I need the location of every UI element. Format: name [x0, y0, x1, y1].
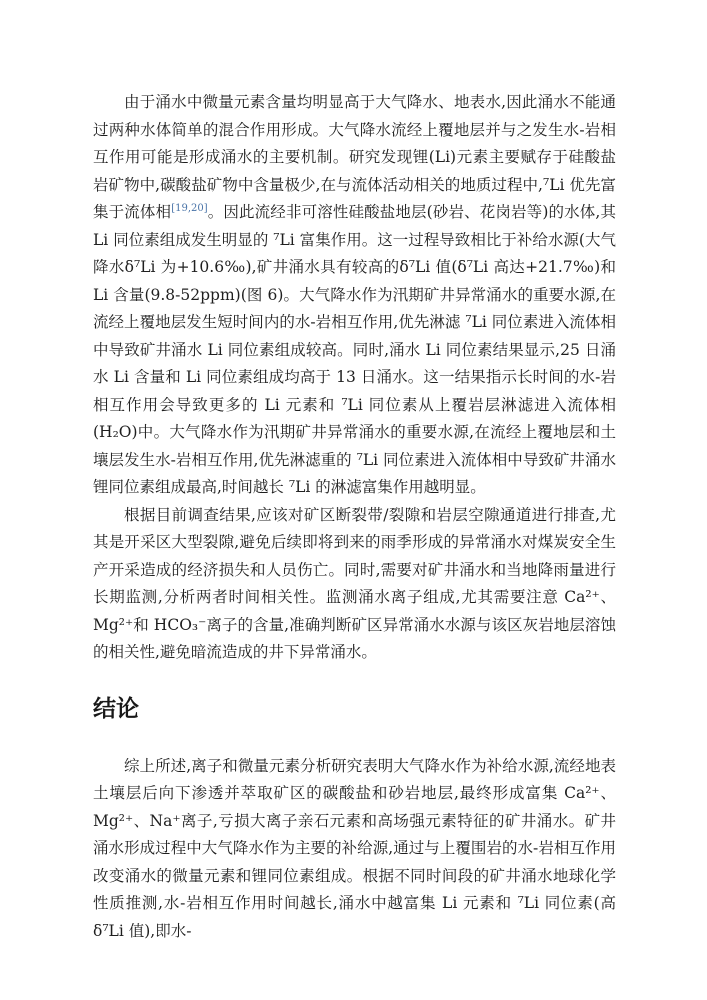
paragraph-text-after-citation: 。因此流经非可溶性硅酸盐地层(砂岩、花岗岩等)的水体,其 Li 同位素组成发生明显的 ⁷Li 富集作用。这一过程导致相比于补给水源(大气降水δ⁷Li 为+10.6‰),矿井涌水具有较高的δ⁷Li 值(δ⁷Li 高达+21.7‰)和 Li 含量(9.8-52ppm)(图 6)。大气降水作为汛期矿井异常涌水的重要水源,在流经上覆地层发生短时间内的水-岩相互作用,优先淋滤 ⁷Li 同位素进入流体相中导致矿井涌水 Li 同位素组成较高。同时,涌水 Li 同位素结果显示,25 日涌水 Li 含量和 Li 同位素组成均高于 13 日涌水。这一结果指示长时间的水-岩相互作用会导致更多的 Li 元素和 ⁷Li 同位素从上覆岩层淋滤进入流体相(H₂O)中。大气降水作为汛期矿井异常涌水的重要水源,在流经上覆地层和土壤层发生水-岩相互作用,优先淋滤重的 ⁷Li 同位素进入流体相中导致矿井涌水锂同位素组成最高,时间越长 ⁷Li 的淋滤富集作用越明显。: [93, 203, 616, 496]
page-content: [93, 89, 616, 945]
paragraph-text-before-citation: 由于涌水中微量元素含量均明显高于大气降水、地表水,因此涌水不能通过两种水体简单的混合作用形成。大气降水流经上覆地层并与之发生水-岩相互作用可能是形成涌水的主要机制。研究发现锂(Li)元素主要赋存于硅酸盐岩矿物中,碳酸盐矿物中含量极少,在与流体活动相关的地质过程中,⁷Li 优先富集于流体相: [93, 93, 616, 221]
section-heading-conclusion: 结论: [93, 695, 139, 722]
citation-reference-link[interactable]: [19,20]: [171, 202, 208, 214]
paragraph-discussion-2: 根据目前调查结果,应该对矿区断裂带/裂隙和岩层空隙通道进行排查,尤其是开采区大型裂隙,避免后续即将到来的雨季形成的异常涌水对煤炭安全生产开采造成的经济损失和人员伤亡。同时,需要对矿井涌水和当地降雨量进行长期监测,分析两者时间相关性。监测涌水离子组成,尤其需要注意 Ca²⁺、Mg²⁺和 HCO₃⁻离子的含量,准确判断矿区异常涌水水源与该区灰岩地层溶蚀的相关性,避免暗流造成的井下异常涌水。: [93, 505, 616, 661]
paragraph-discussion-1: [93, 89, 616, 502]
paragraph-conclusion: 综上所述,离子和微量元素分析研究表明大气降水作为补给水源,流经地表土壤层后向下渗透并萃取矿区的碳酸盐和砂岩地层,最终形成富集 Ca²⁺、Mg²⁺、Na⁺离子,亏损大离子亲石元素和高场强元素特征的矿井涌水。矿井涌水形成过程中大气降水作为主要的补给源,通过与上覆围岩的水-岩相互作用改变涌水的微量元素和锂同位素组成。根据不同时间段的矿井涌水地球化学性质推测,水-岩相互作用时间越长,涌水中越富集 Li 元素和 ⁷Li 同位素(高δ⁷Li 值),即水-: [93, 756, 616, 940]
